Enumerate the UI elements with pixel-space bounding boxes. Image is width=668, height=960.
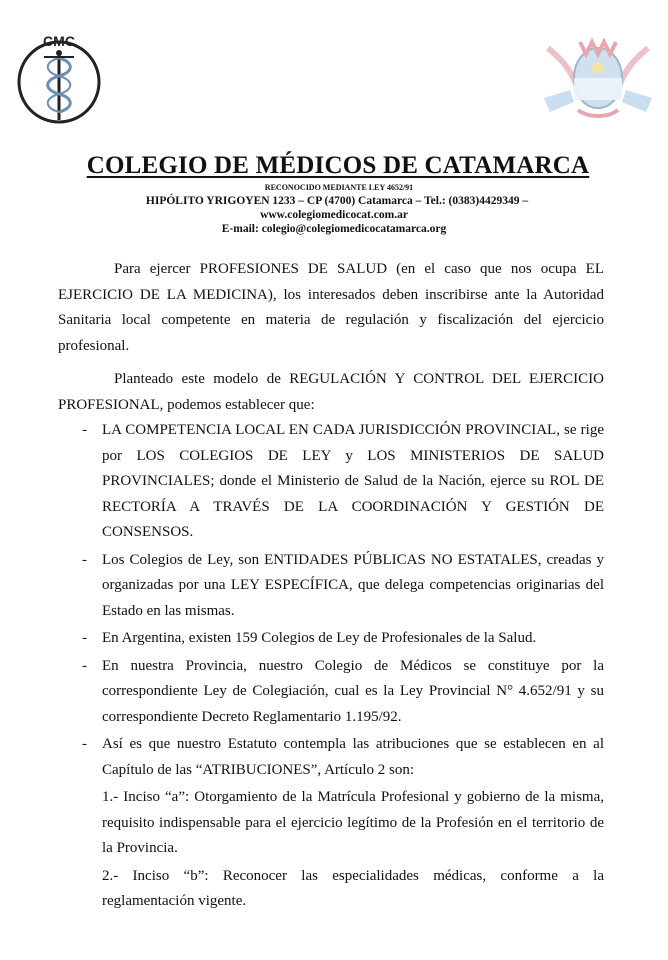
list-item [58,626,604,652]
recognition-line: RECONOCIDO MEDIANTE LEY 4652/91 [264,183,414,192]
bullet-dash: - [82,630,87,646]
website-line: www.colegiomedicocat.com.ar [260,209,408,221]
list-item [58,548,604,625]
bullet-dash: - [82,422,87,438]
subitem-a: 1.- Inciso “a”: Otorgamiento de la Matrícula Profesional y gobierno de la misma, requisito indispensable para el ejercicio legítimo de la Profesión en el territorio de la Provincia. [102,789,604,856]
cmc-logo [14,24,104,134]
paragraph-1: Para ejercer PROFESIONES DE SALUD (en el caso que nos ocupa EL EJERCICIO DE LA MEDICINA), los interesados deben inscribirse ante la Autoridad Sanitaria local competente en materia de regulación y fiscalización del ejercicio profesional. [58,261,604,354]
list-item [58,654,604,731]
list-item-text: En nuestra Provincia, nuestro Colegio de Médicos se constituye por la correspondiente Ley de Colegiación, cual es la Ley Provincial N° 4.652/91 y su correspondiente Decreto Reglamentario 1.195/92. [102,657,604,725]
address-line: HIPÓLITO YRIGOYEN 1233 – CP (4700) Catamarca – Tel.: (0383)4429349 – [145,195,529,207]
bullet-dash: - [82,657,87,674]
list-item-text: Así es que nuestro Estatuto contempla las atribuciones que se establecen en al Capítulo de las “ATRIBUCIONES”, Artículo 2 son: [102,736,604,778]
bullet-dash: - [82,551,87,568]
email-line: E-mail: colegio@colegiomedicocatamarca.org [221,223,447,235]
list-item [58,732,604,915]
list-item-text: LA COMPETENCIA LOCAL EN CADA JURISDICCIÓN PROVINCIAL, se rige por LOS COLEGIOS DE LEY y LOS MINISTERIOS DE SALUD PROVINCIALES; donde el Ministerio de Salud de la Nación, ejerce su ROL DE RECTORÍA A TRAVÉS DE LA COORDINACIÓN Y GESTIÓN DE CONSENSOS. [102,422,604,540]
list-item-text: Los Colegios de Ley, son ENTIDADES PÚBLICAS NO ESTATALES, creadas y organizadas por una LEY ESPECÍFICA, que delega competencias originarias del Estado en las mismas. [102,551,604,619]
bullet-dash: - [82,736,87,752]
bullet-list [58,418,604,915]
subitem-b: 2.- Inciso “b”: Reconocer las especialidades médicas, conforme a la reglamentación vigente. [102,867,604,909]
list-item [58,418,604,546]
organization-title: COLEGIO DE MÉDICOS DE CATAMARCA [86,152,590,179]
letterhead [0,152,668,237]
logo-text: CMC [43,33,75,49]
list-item-text: En Argentina, existen 159 Colegios de Ley de Profesionales de la Salud. [102,630,537,646]
document-body [58,257,604,915]
catamarca-coat-of-arms [540,28,656,124]
paragraph-2: Planteado este modelo de REGULACIÓN Y CONTROL DEL EJERCICIO PROFESIONAL, podemos establecer que: [58,371,604,413]
